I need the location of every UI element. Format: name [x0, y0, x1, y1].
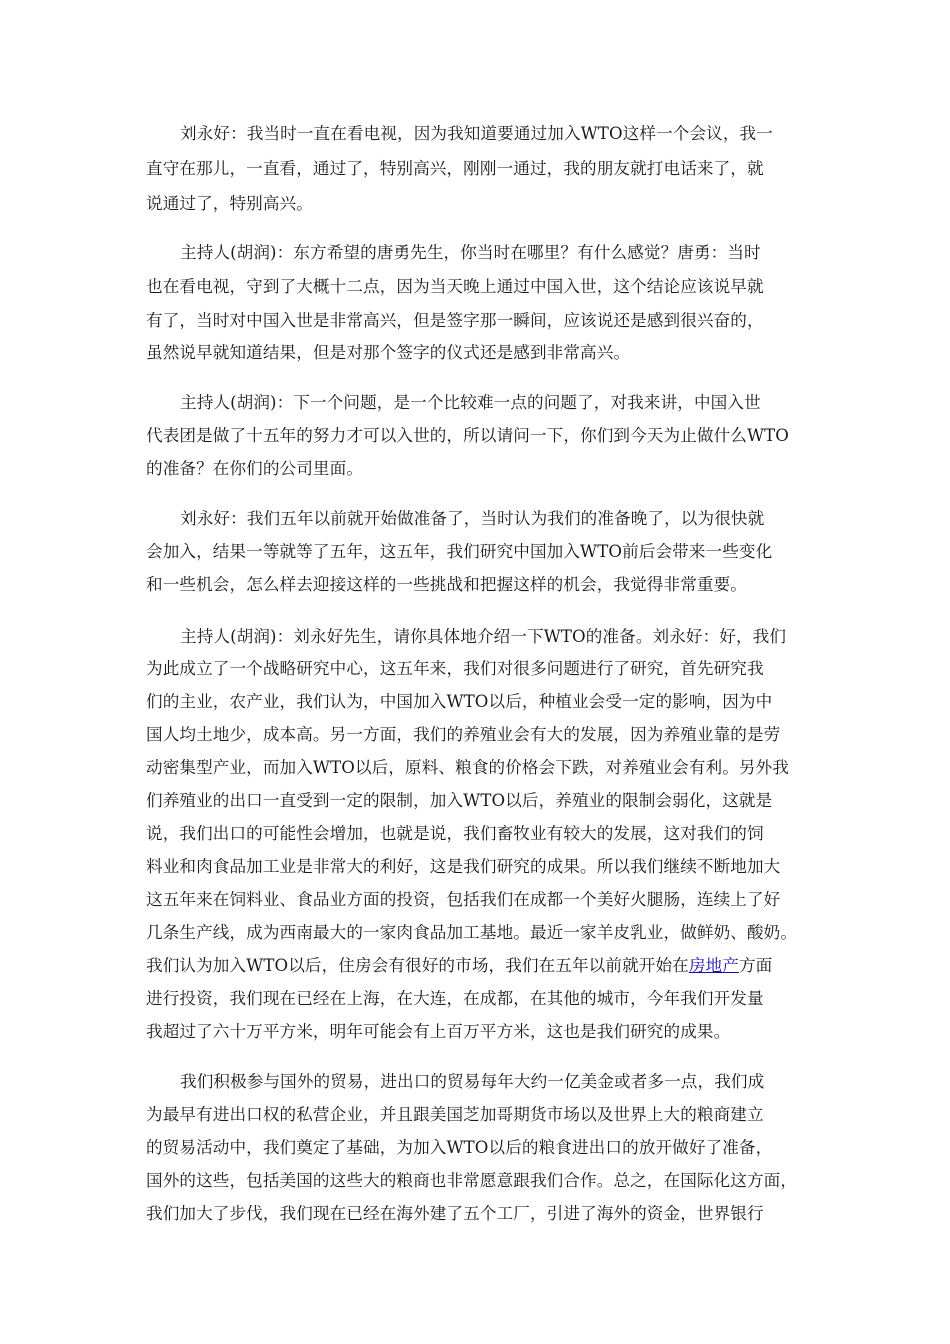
text-line: 为此成立了一个战略研究中心，这五年来，我们对很多问题进行了研究，首先研究我: [146, 659, 764, 678]
text-line: 们的主业，农产业，我们认为，中国加入WTO以后，种植业会受一定的影响，因为中: [146, 692, 773, 711]
real-estate-link[interactable]: 房地产: [688, 956, 739, 975]
text-line: 国人均土地少，成本高。另一方面，我们的养殖业会有大的发展，因为养殖业靠的是劳: [146, 725, 781, 744]
text-line: 我们积极参与国外的贸易，进出口的贸易每年大约一亿美金或者多一点，我们成: [180, 1072, 765, 1091]
text-line: 我们加大了步伐，我们现在已经在海外建了五个工厂，引进了海外的资金，世界银行: [146, 1204, 764, 1223]
text-line: 会加入，结果一等就等了五年，这五年，我们研究中国加入WTO前后会带来一些变化: [146, 542, 773, 561]
text-line: 说通过了，特别高兴。: [146, 194, 313, 213]
text-line: 为最早有进出口权的私营企业，并且跟美国芝加哥期货市场以及世界上大的粮商建立: [146, 1105, 764, 1124]
text-line: 的准备？在你们的公司里面。: [146, 459, 364, 478]
text-line: 们养殖业的出口一直受到一定的限制，加入WTO以后，养殖业的限制会弱化，这就是: [146, 791, 773, 810]
text-line: 国外的这些，包括美国的这些大的粮商也非常愿意跟我们合作。总之，在国际化这方面，: [146, 1171, 798, 1190]
text-segment: 我们认为加入WTO以后，住房会有很好的市场，我们在五年以前就开始在: [146, 956, 689, 975]
text-line: 刘永好：我们五年以前就开始做准备了，当时认为我们的准备晚了，以为很快就: [180, 509, 765, 528]
text-line-with-link: [146, 955, 772, 977]
text-line: 主持人(胡润)：刘永好先生，请你具体地介绍一下WTO的准备。刘永好：好，我们: [180, 627, 787, 646]
text-line: 虽然说早就知道结果，但是对那个签字的仪式还是感到非常高兴。: [146, 343, 631, 362]
text-line: 说，我们出口的可能性会增加，也就是说，我们畜牧业有较大的发展，这对我们的饲: [146, 824, 764, 843]
text-line: 主持人(胡润)：下一个问题，是一个比较难一点的问题了，对我来讲，中国入世: [180, 393, 761, 412]
text-line: 代表团是做了十五年的努力才可以入世的，所以请问一下，你们到今天为止做什么WTO: [146, 426, 789, 445]
text-line: 几条生产线，成为西南最大的一家肉食品加工基地。最近一家羊皮乳业，做鲜奶、酸奶。: [146, 923, 798, 942]
text-line: 料业和肉食品加工业是非常大的利好，这是我们研究的成果。所以我们继续不断地加大: [146, 857, 781, 876]
text-line: 也在看电视，守到了大概十二点，因为当天晚上通过中国入世，这个结论应该说早就: [146, 277, 764, 296]
text-line: 和一些机会，怎么样去迎接这样的一些挑战和把握这样的机会，我觉得非常重要。: [146, 575, 747, 594]
text-line: 有了，当时对中国入世是非常高兴，但是签字那一瞬间，应该说还是感到很兴奋的，: [146, 311, 764, 330]
text-line: 主持人(胡润)：东方希望的唐勇先生，你当时在哪里？有什么感觉？唐勇：当时: [180, 243, 761, 262]
text-line: 刘永好：我当时一直在看电视，因为我知道要通过加入WTO这样一个会议，我一: [180, 124, 773, 143]
text-line: 进行投资，我们现在已经在上海，在大连，在成都，在其他的城市，今年我们开发量: [146, 989, 764, 1008]
text-line: 这五年来在饲料业、食品业方面的投资，包括我们在成都一个美好火腿肠，连续上了好: [146, 890, 781, 909]
text-line: 的贸易活动中，我们奠定了基础，为加入WTO以后的粮食进出口的放开做好了准备，: [146, 1138, 773, 1157]
text-line: 动密集型产业，而加入WTO以后，原料、粮食的价格会下跌，对养殖业会有利。另外我: [146, 758, 789, 777]
text-segment: 方面: [738, 956, 773, 975]
text-line: 直守在那儿，一直看，通过了，特别高兴，刚刚一通过，我的朋友就打电话来了，就: [146, 159, 764, 178]
text-line: 我超过了六十万平方米，明年可能会有上百万平方米，这也是我们研究的成果。: [146, 1022, 731, 1041]
